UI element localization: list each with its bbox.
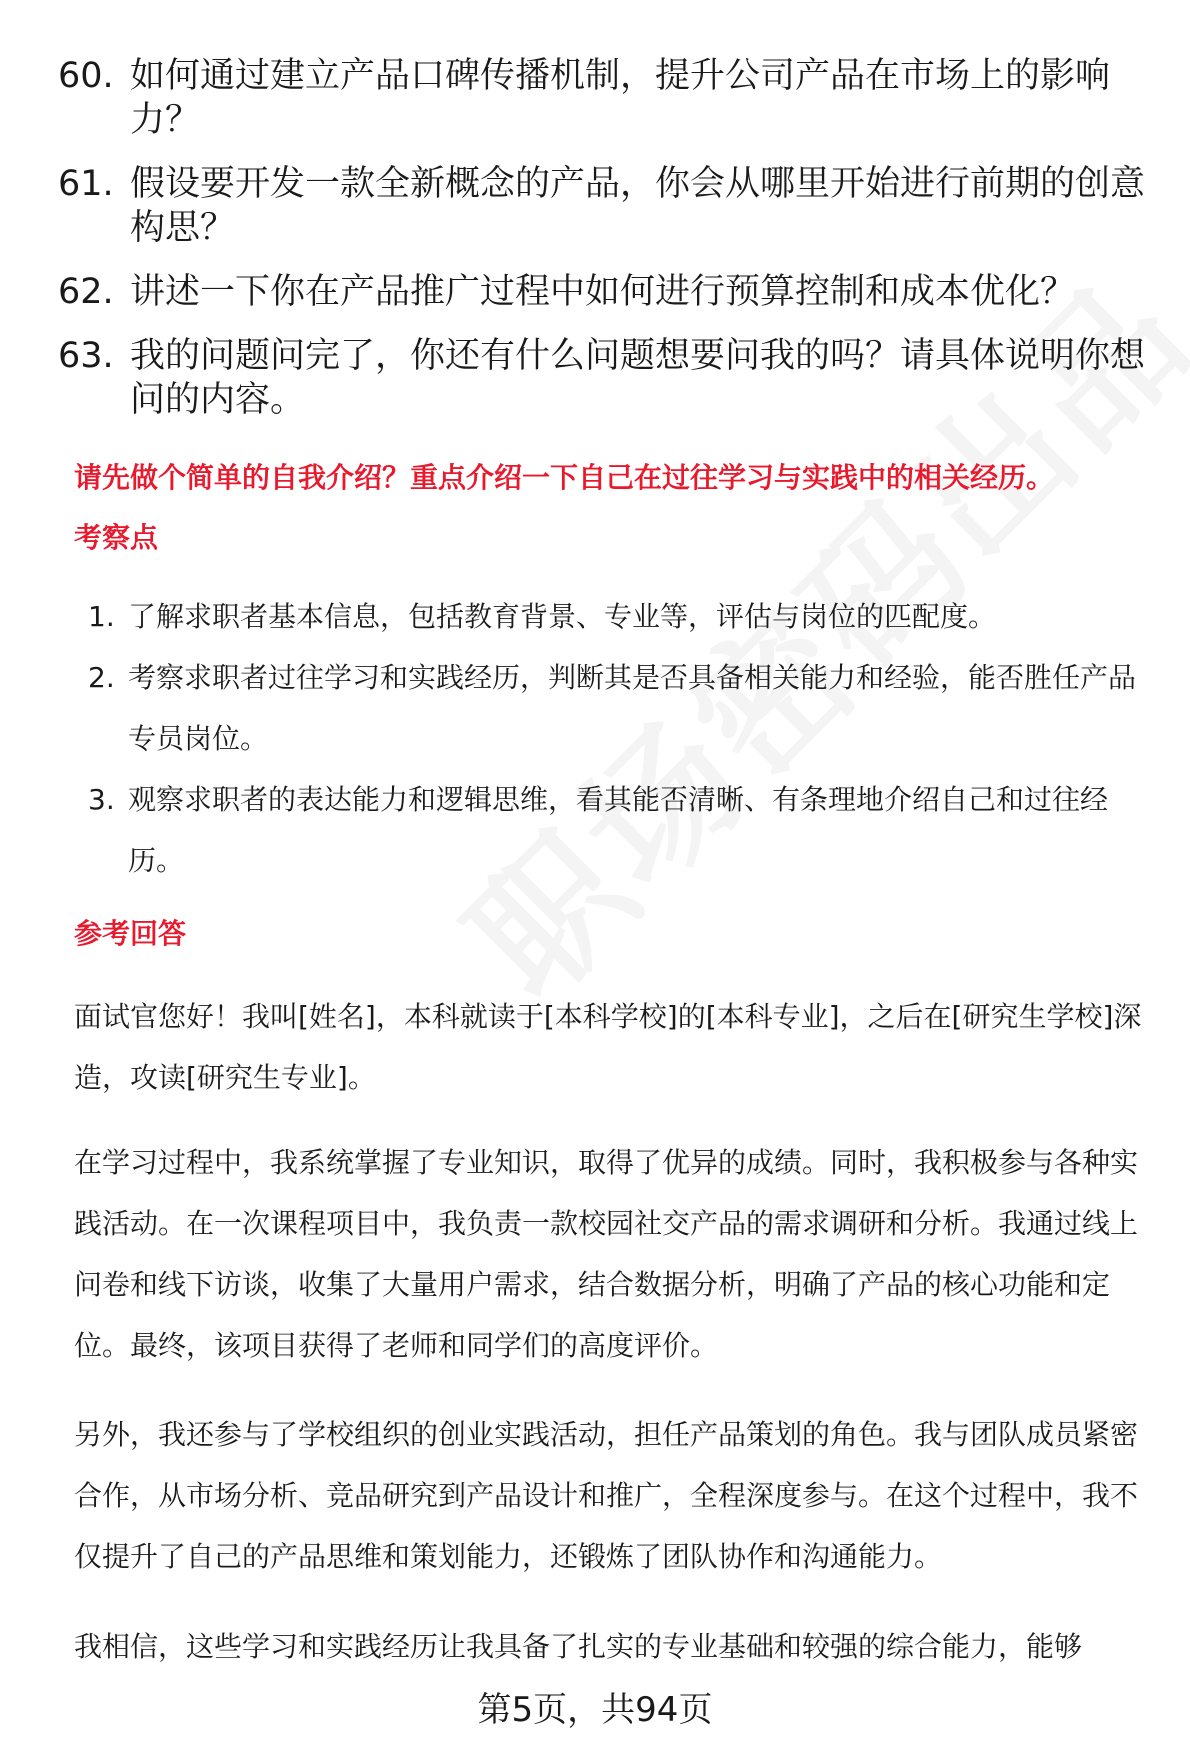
point-number: 1. — [88, 600, 115, 633]
answer-paragraph: 面试官您好！我叫[姓名]，本科就读于[本科学校]的[本科专业]，之后在[研究生学校]深造，攻读[研究生专业]。 — [74, 1000, 1142, 1094]
point-text: 观察求职者的表达能力和逻辑思维，看其能否清晰、有条理地介绍自己和过往经历。 — [128, 783, 1109, 877]
answer-paragraph: 另外，我还参与了学校组织的创业实践活动，担任产品策划的角色。我与团队成员紧密合作，从市场分析、竞品研究到产品设计和推广，全程深度参与。在这个过程中，我不仅提升了自己的产品思维和策划能力，还锻炼了团队协作和沟通能力。 — [74, 1418, 1139, 1573]
question-number: 63. — [58, 336, 114, 376]
question-number: 61. — [58, 164, 114, 204]
evaluation-point — [88, 769, 1158, 891]
question-number: 62. — [58, 272, 114, 312]
point-text: 考察求职者过往学习和实践经历，判断其是否具备相关能力和经验，能否胜任产品专员岗位。 — [128, 661, 1137, 755]
question-text: 讲述一下你在产品推广过程中如何进行预算控制和成本优化？ — [130, 272, 1076, 312]
evaluation-point — [88, 647, 1158, 769]
question-text: 如何通过建立产品口碑传播机制，提升公司产品在市场上的影响力？ — [130, 56, 1111, 140]
question-text: 假设要开发一款全新概念的产品，你会从哪里开始进行前期的创意构思？ — [130, 164, 1146, 248]
point-number: 2. — [88, 661, 115, 694]
evaluation-point — [88, 586, 1158, 647]
points-title: 考察点 — [74, 521, 159, 554]
answer-paragraph: 在学习过程中，我系统掌握了专业知识，取得了优异的成绩。同时，我积极参与各种实践活动。在一次课程项目中，我负责一款校园社交产品的需求调研和分析。我通过线上问卷和线下访谈，收集了大量用户需求，结合数据分析，明确了产品的核心功能和定位。最终，该项目获得了老师和同学们的高度评价。 — [74, 1146, 1139, 1362]
question-item — [58, 270, 1148, 314]
question-item — [58, 334, 1148, 422]
evaluation-points — [88, 586, 1158, 891]
question-number: 60. — [58, 56, 114, 96]
answer-paragraph: 我相信，这些学习和实践经历让我具备了扎实的专业基础和较强的综合能力，能够 — [74, 1630, 1083, 1663]
answer-title: 参考回答 — [74, 917, 187, 950]
page-footer: 第5页，共94页 — [477, 1690, 713, 1730]
point-text: 了解求职者基本信息，包括教育背景、专业等，评估与岗位的匹配度。 — [128, 600, 997, 633]
question-text: 我的问题问完了，你还有什么问题想要问我的吗？请具体说明你想问的内容。 — [130, 336, 1146, 420]
question-item — [58, 54, 1148, 142]
point-number: 3. — [88, 783, 115, 816]
question-list — [58, 54, 1148, 442]
question-item — [58, 162, 1148, 250]
interview-question-heading: 请先做个简单的自我介绍？重点介绍一下自己在过往学习与实践中的相关经历。 — [74, 461, 1055, 494]
